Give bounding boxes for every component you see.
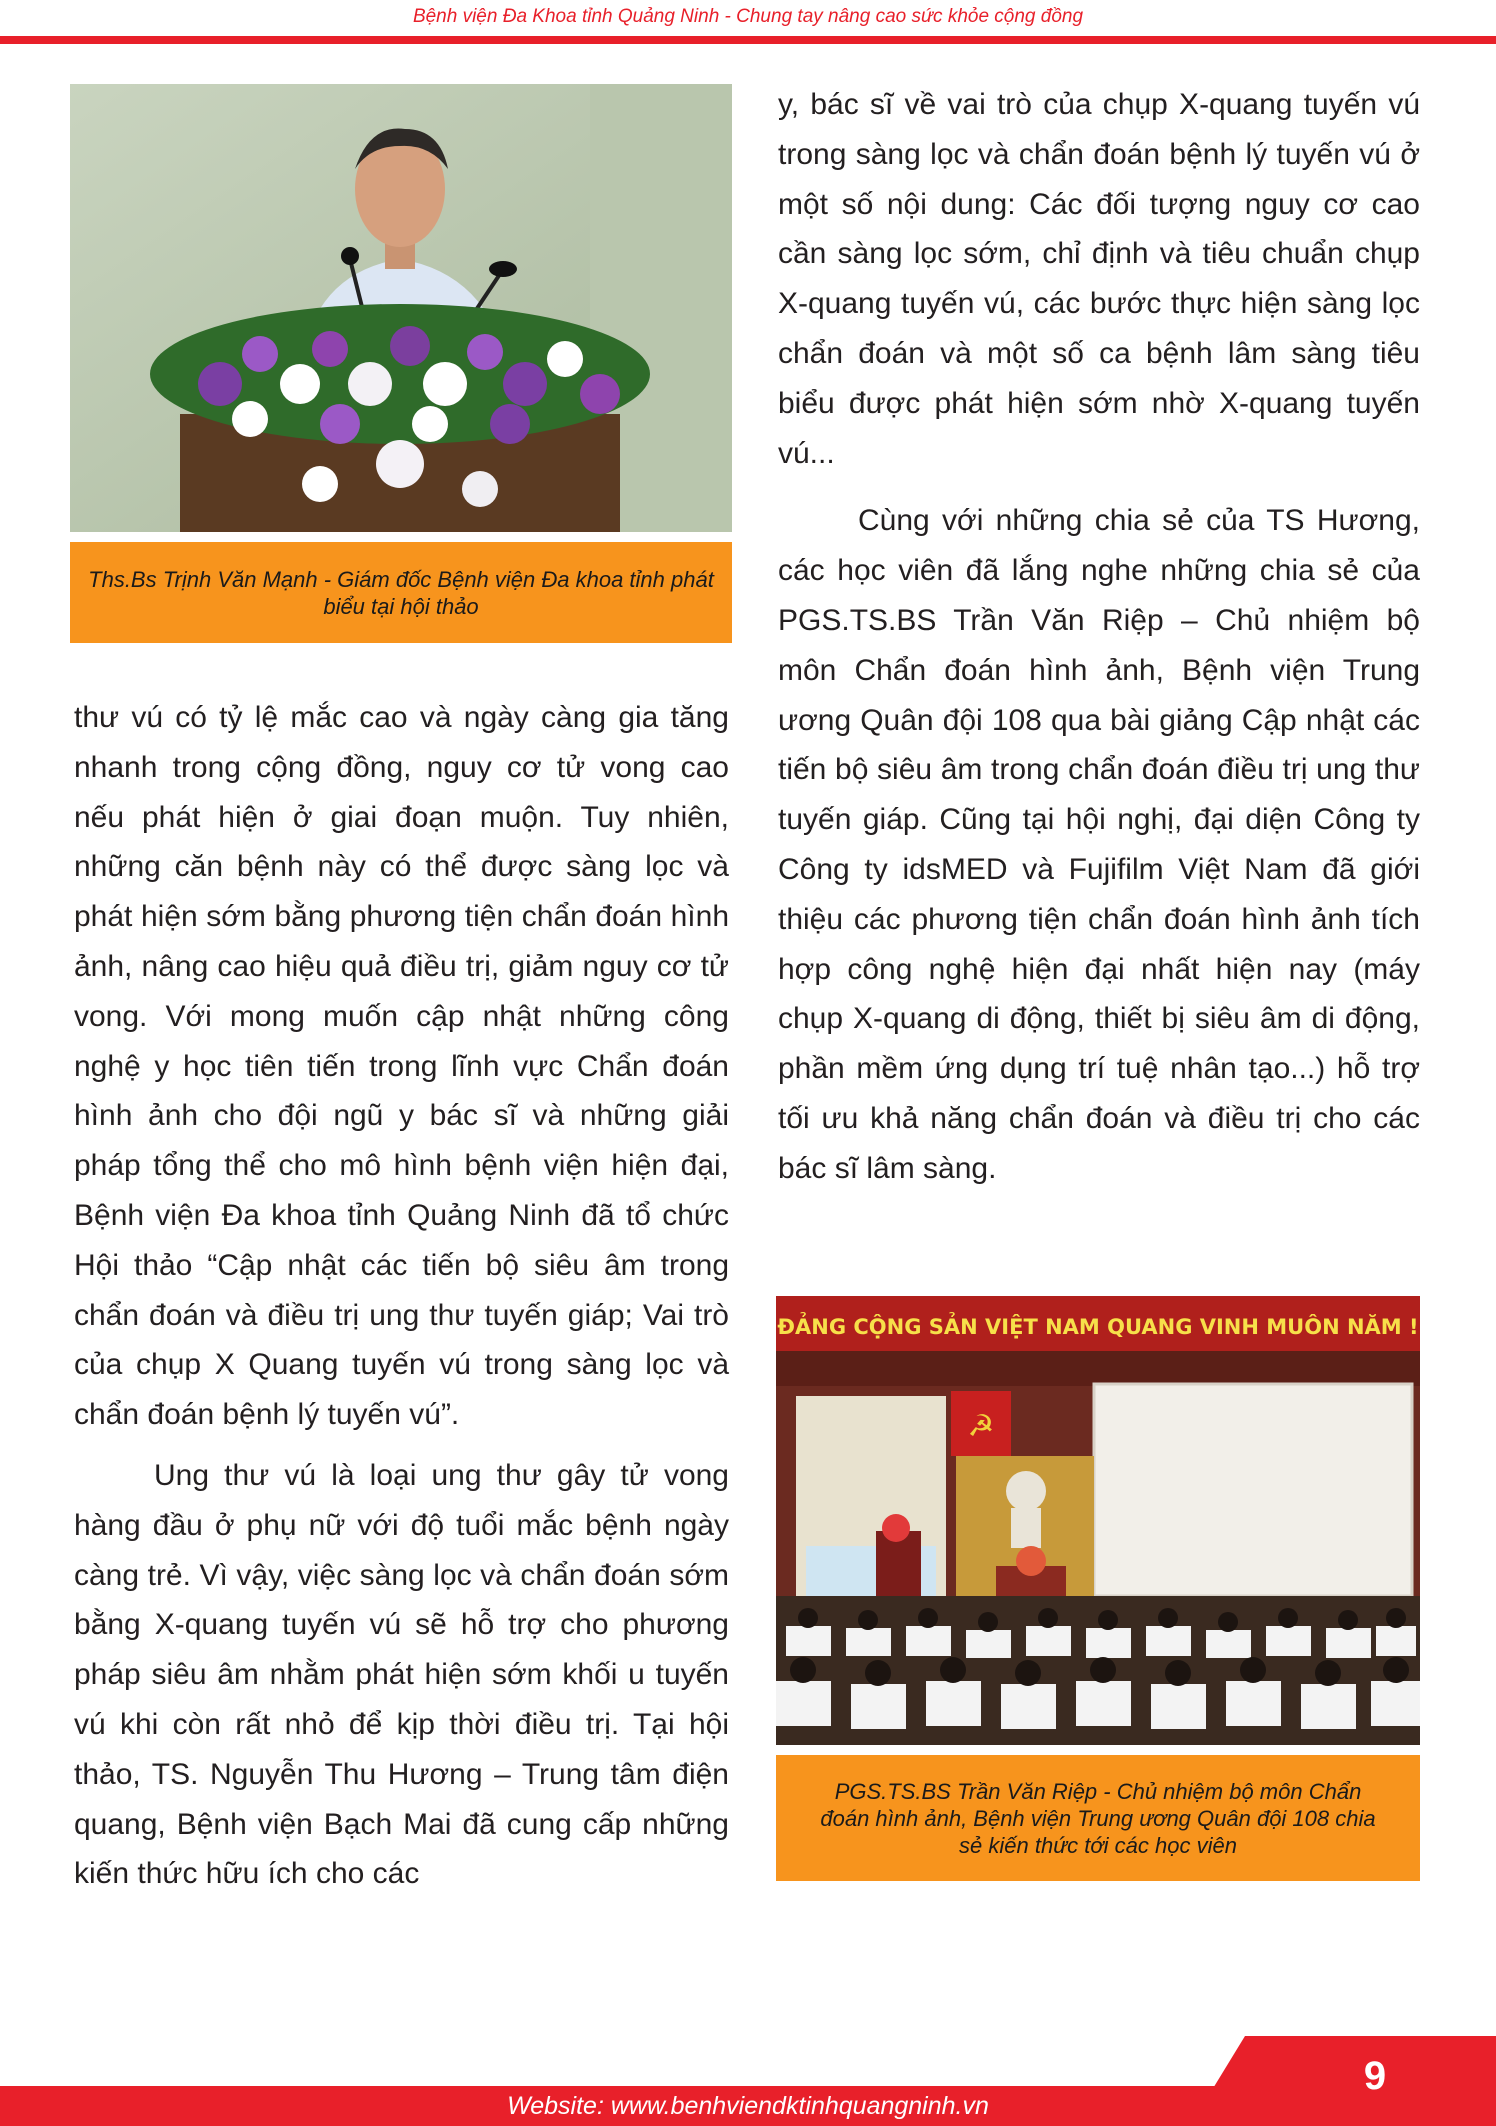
header-rule — [0, 36, 1496, 44]
right-paragraph-2: Cùng với những chia sẻ của TS Hương, các học viên đã lắng nghe những chia sẻ của PGS.TS.BS Trần Văn Riệp – Chủ nhiệm bộ môn Chẩn đoán hình ảnh, Bệnh viện Trung ương Quân đội 108 qua bài giảng Cập nhật các tiến bộ siêu âm trong chẩn đoán điều trị ung thư tuyến giáp. Cũng tại hội nghị, đại diện Công ty Công ty idsMED và Fujifilm Việt Nam đã giới thiệu các phương tiện chẩn đoán hình ảnh tích hợp công nghệ hiện đại nhất hiện nay (máy chụp X-quang di động, thiết bị siêu âm di động, phần mềm ứng dụng trí tuệ nhân tạo...) hỗ trợ tối ưu khả năng chẩn đoán và điều trị cho các bác sĩ lâm sàng. — [778, 504, 1420, 1185]
right-paragraph-1: y, bác sĩ về vai trò của chụp X-quang tuyến vú trong sàng lọc và chẩn đoán bệnh lý tuyến vú ở một số nội dung: Các đối tượng nguy cơ cao cần sàng lọc sớm, chỉ định và tiêu chuẩn chụp X-quang tuyến vú, các bước thực hiện sàng lọc chẩn đoán và một số ca bệnh lâm sàng tiêu biểu được phát hiện sớm nhờ X-quang tuyến vú... — [778, 88, 1420, 470]
svg-text:☭: ☭ — [967, 1409, 995, 1444]
left-column — [74, 693, 729, 1899]
right-column — [778, 80, 1420, 1194]
running-header: Bệnh viện Đa Khoa tỉnh Quảng Ninh - Chung tay nâng cao sức khỏe cộng đồng — [412, 6, 1084, 27]
hall-photo-caption: PGS.TS.BS Trần Văn Riệp - Chủ nhiệm bộ môn Chẩn đoán hình ảnh, Bệnh viện Trung ương Quân đội 108 chia sẻ kiến thức tới các học viên — [776, 1755, 1420, 1881]
footer-website: Website: www.benhviendktinhquangninh.vn — [507, 2092, 989, 2120]
hall-banner-text: ĐẢNG CỘNG SẢN VIỆT NAM QUANG VINH MUÔN NĂM ! — [777, 1315, 1419, 1339]
conference-hall-photo — [776, 1296, 1420, 1745]
speaker-photo — [70, 84, 732, 532]
left-paragraph-1: thư vú có tỷ lệ mắc cao và ngày càng gia tăng nhanh trong cộng đồng, nguy cơ tử vong cao nếu phát hiện ở giai đoạn muộn. Tuy nhiên, những căn bệnh này có thể được sàng lọc và phát hiện sớm bằng phương tiện chẩn đoán hình ảnh, nâng cao hiệu quả điều trị, giảm nguy cơ tử vong. Với mong muốn cập nhật những công nghệ y học tiên tiến trong lĩnh vực Chẩn đoán hình ảnh cho đội ngũ y bác sĩ và những giải pháp tổng thể cho mô hình bệnh viện hiện đại, Bệnh viện Đa khoa tỉnh Quảng Ninh đã tổ chức Hội thảo “Cập nhật các tiến bộ siêu âm trong chẩn đoán và điều trị ung thư tuyến giáp; Vai trò của chụp X Quang tuyến vú trong sàng lọc và chẩn đoán bệnh lý tuyến vú”. — [74, 701, 729, 1432]
left-paragraph-2: Ung thư vú là loại ung thư gây tử vong hàng đầu ở phụ nữ với độ tuổi mắc bệnh ngày càng trẻ. Vì vậy, việc sàng lọc và chẩn đoán sớm bằng X-quang tuyến vú sẽ hỗ trợ cho phương pháp siêu âm nhằm phát hiện sớm khối u tuyến vú khi còn rất nhỏ để kịp thời điều trị. Tại hội thảo, TS. Nguyễn Thu Hương – Trung tâm điện quang, Bệnh viện Bạch Mai đã cung cấp những kiến thức hữu ích cho các — [74, 1458, 729, 1891]
page-number: 9 — [1363, 2054, 1387, 2098]
speaker-photo-caption: Ths.Bs Trịnh Văn Mạnh - Giám đốc Bệnh viện Đa khoa tỉnh phát biểu tại hội thảo — [70, 542, 732, 643]
